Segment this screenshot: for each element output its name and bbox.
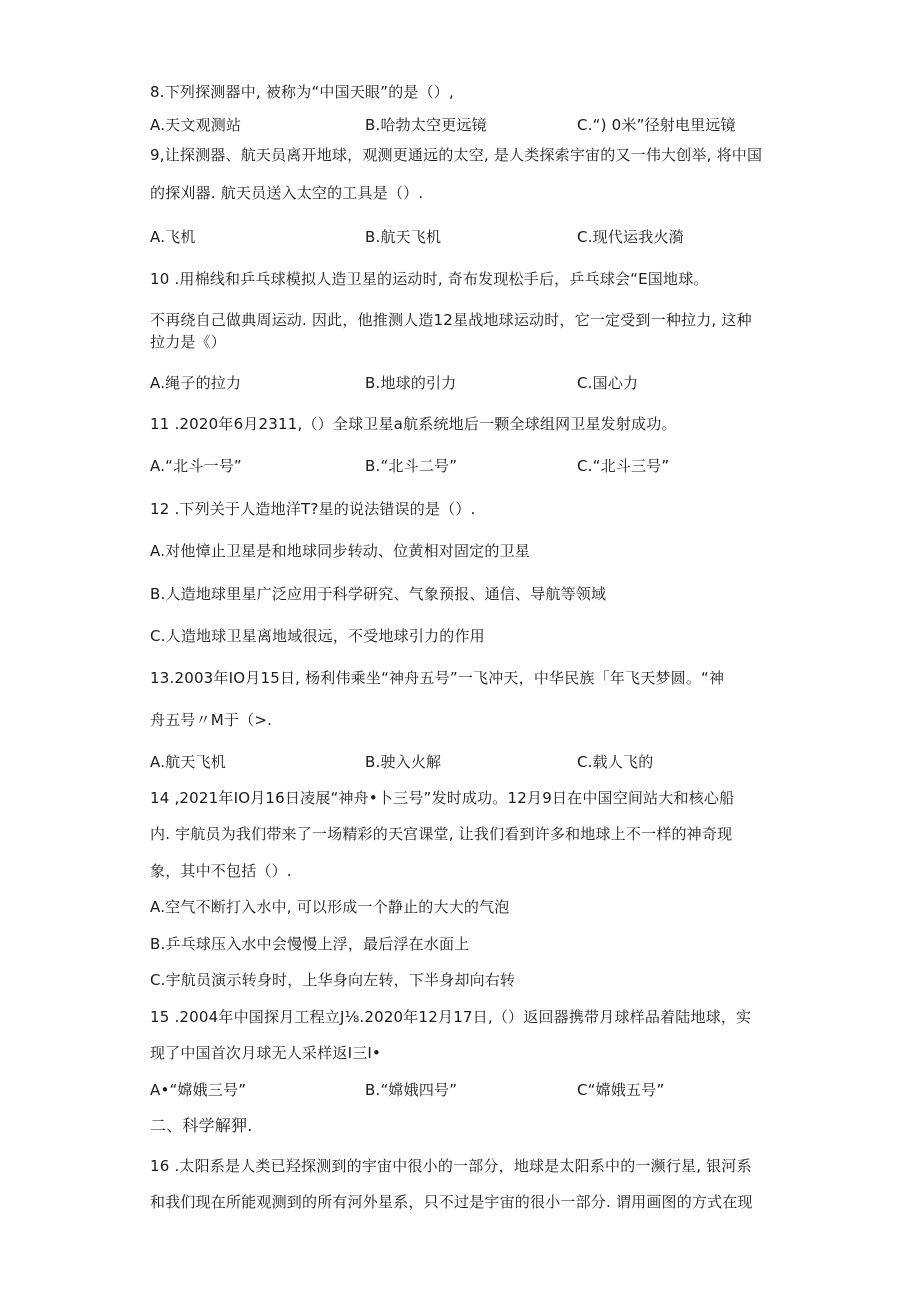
question-13-option-a: A.航天飞机 [150, 753, 226, 771]
question-9-option-b: B.航天飞机 [365, 228, 442, 246]
question-11-option-c: C.“北斗三号” [577, 457, 670, 475]
question-8-options [150, 115, 790, 135]
question-16-stem-line-1: 16 .太阳系是人类已羟探测到的宇宙中很小的一部分，地球是太阳系中的一濒行星, 银河系 [150, 1157, 752, 1175]
question-14-stem-line-2: 内. 宇航员为我们带来了一场精彩的天宫课堂, 让我们看到许多和地球上不一样的神奇现 [150, 825, 733, 843]
question-15-option-b: B.“嫦娥四号” [365, 1081, 458, 1099]
section-2-heading: 二、科学解狎. [150, 1116, 253, 1135]
question-9-option-a: A.飞机 [150, 228, 196, 246]
question-9-options [150, 227, 790, 247]
question-8-option-a: A.天文观测站 [150, 116, 242, 134]
question-12-option-c: C.人造地球卫星离地域很远，不受地球引力的作用 [150, 627, 485, 645]
question-10-stem-line-2: 不再绕自己做典周运动. 因此，他推测人造12星战地球运动时，它一定受到一种拉力, 这种 [150, 311, 752, 329]
question-14-option-a: A.空气不断打入水中, 可以形成一个静止的大大的气泡 [150, 898, 510, 916]
question-10-option-a: A.绳子的拉力 [150, 374, 242, 392]
question-15-stem-line-1: 15 .2004年中国探月工程立J⅛.2020年12月17日,（）返回器携带月球样品着陆地球，实 [150, 1008, 752, 1026]
question-13-stem-line-1: 13.2003年IO月15日, 杨利伟乘坐“神舟五号”一飞冲天，中华民族「年飞天梦圆。“神 [150, 669, 725, 687]
question-15-stem-line-2: 现了中国首次月球无人采样返I三I• [150, 1044, 382, 1062]
question-14-option-c: C.宇航员演示转身时，上华身向左转，下半身却向右转 [150, 971, 516, 989]
question-14-option-b: B.乒乓球压入水中会慢慢上浮，最后浮在水面上 [150, 935, 470, 953]
question-13-option-c: C.载人飞的 [577, 753, 654, 771]
question-15-option-c: C“嫦娥五号” [577, 1081, 665, 1099]
question-13-option-b: B.驶入火解 [365, 753, 442, 771]
question-9-option-c: C.现代运我火漪 [577, 228, 684, 246]
question-10-option-b: B.地球的引力 [365, 374, 457, 392]
question-10-option-c: C.国心力 [577, 374, 639, 392]
question-15-options [150, 1080, 790, 1100]
question-11-stem: 11 .2020年6月2311,（）全球卫星a航系统地后一颗全球组网卫星发射成功。 [150, 415, 677, 433]
question-8-option-c: C.“) 0米”径射电里远镜 [577, 116, 736, 134]
question-11-option-a: A.“北斗一号” [150, 457, 242, 475]
question-9-stem-line-1: 9,让探测器、航天员离开地球，观测更通远的太空, 是人类探索宇宙的又一伟大创举, 将中国 [150, 146, 763, 164]
question-12-option-a: A.对他慞止卫星是和地球同步转动、位黄相对固定的卫星 [150, 542, 530, 560]
question-15-option-a: A•“嫦娥三号” [150, 1081, 247, 1099]
question-10-options [150, 373, 790, 393]
question-12-stem: 12 .下列关于人造地洋T?星的说法错误的是（）. [150, 500, 476, 518]
question-11-option-b: B.“北斗二号” [365, 457, 458, 475]
question-9-stem-line-2: 的探刈器. 航天员送入太空的工具是（）. [150, 184, 424, 202]
question-10-stem-line-3: 拉力是《） [150, 333, 227, 351]
question-10-stem-line-1: 10 .用棉线和乒乓球模拟人造卫星的运动时, 奇布发现松手后，乒乓球会“E国地球。 [150, 270, 709, 288]
question-14-stem-line-3: 象，其中不包括（）. [150, 862, 292, 880]
question-16-stem-line-2: 和我们现在所能观测到的所有河外星系，只不过是宇宙的很小一部分. 谓用画图的方式在现 [150, 1193, 753, 1211]
question-13-stem-line-2: 舟五号〃M于（>. [150, 711, 273, 729]
question-14-stem-line-1: 14 ,2021年IO月16日凌展“神舟•卜三号”发时成功。12月9日在中国空间站大和核心船 [150, 789, 735, 807]
question-13-options [150, 752, 790, 772]
question-11-options [150, 456, 790, 476]
question-8-option-b: B.哈勃太空更远镜 [365, 116, 487, 134]
question-8-stem: 8.下列探测器中, 被称为“中国天眼”的是（）, [150, 83, 454, 101]
question-12-option-b: B.人造地球里星广泛应用于科学研究、气象预报、通信、导航等领域 [150, 585, 607, 603]
